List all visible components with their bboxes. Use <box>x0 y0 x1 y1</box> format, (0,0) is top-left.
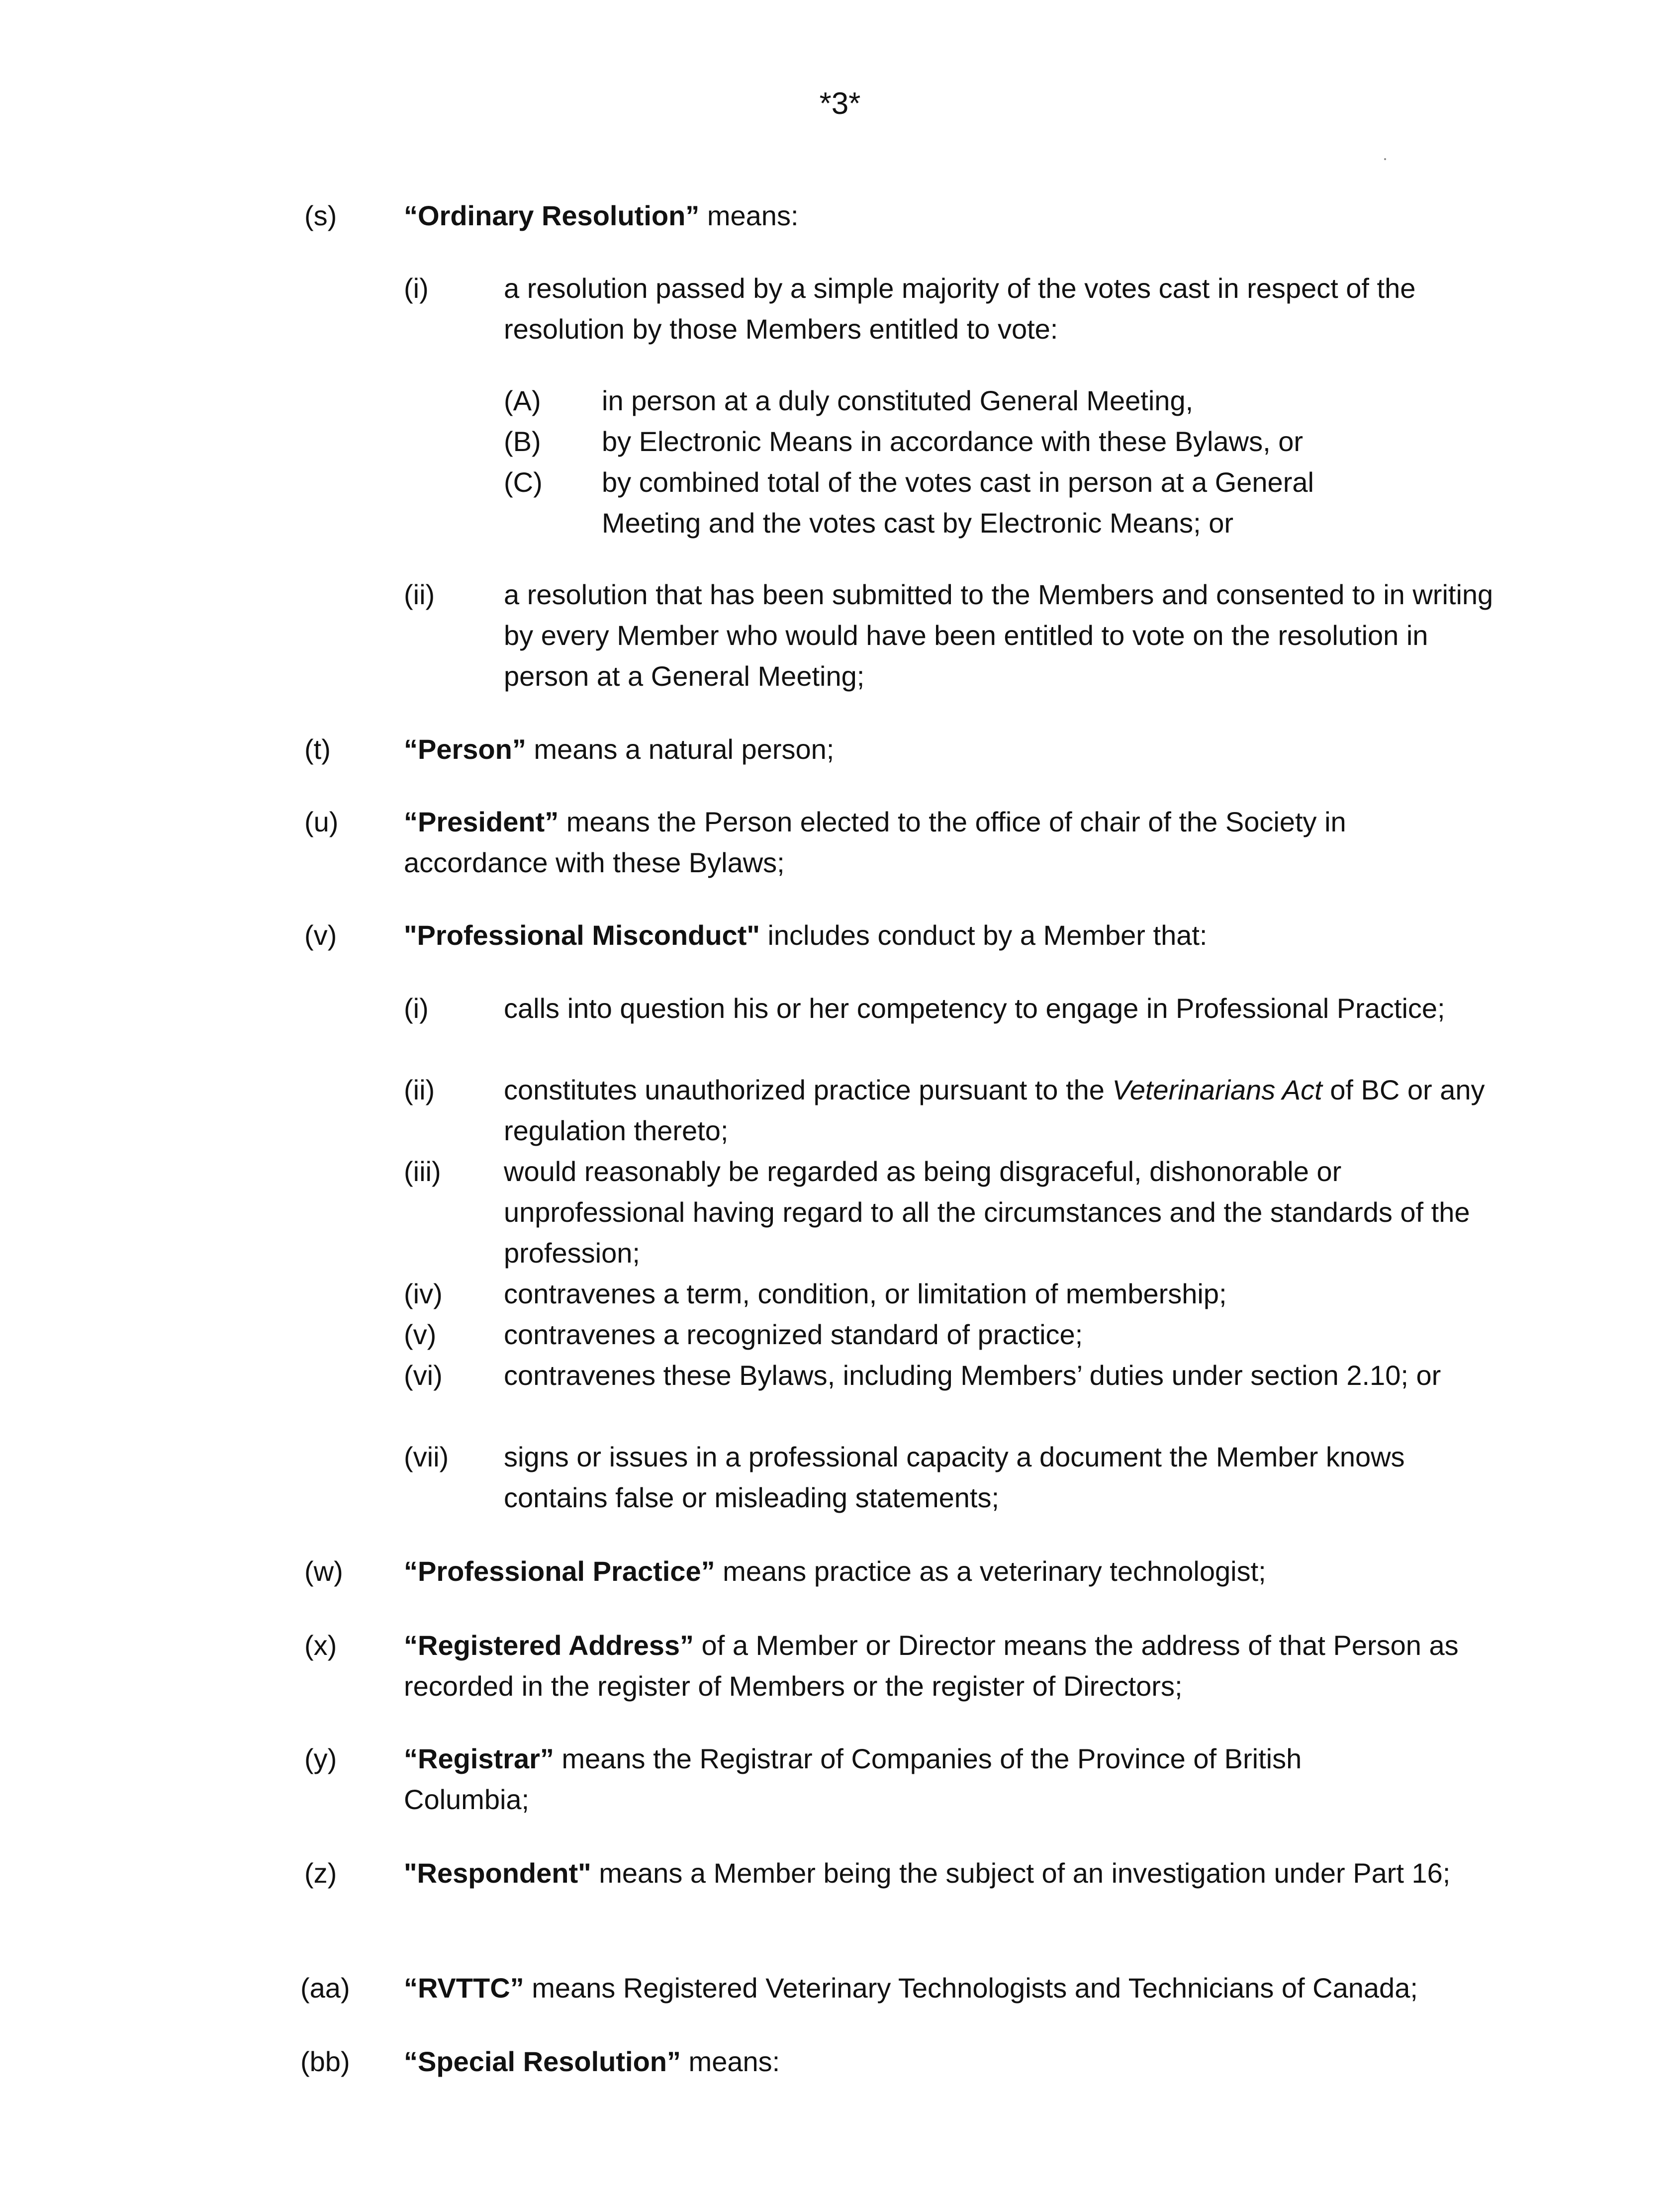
definition-text: “Ordinary Resolution” means: <box>404 200 799 231</box>
clause-label: (B) <box>504 426 541 457</box>
subitem-text: a resolution passed by a simple majority of the votes cast in respect of the resolution by those Members entitled to vote: <box>504 273 1416 345</box>
clause-text: by Electronic Means in accordance with these Bylaws, or <box>602 426 1303 457</box>
subitem-label: (ii) <box>404 1074 435 1105</box>
definition-label: (y) <box>304 1743 337 1774</box>
definition-label: (t) <box>304 733 331 765</box>
clause-label: (C) <box>504 466 543 498</box>
defined-term: “President” <box>404 806 559 837</box>
definition-text: “Person” means a natural person; <box>404 733 835 765</box>
definition-label: (z) <box>304 1857 337 1889</box>
definition-label: (v) <box>304 919 337 951</box>
subitem-text: contravenes a recognized standard of practice; <box>504 1319 1083 1350</box>
defined-term: “Ordinary Resolution” <box>404 200 700 231</box>
subitem-label: (i) <box>404 993 429 1024</box>
clause-text: by combined total of the votes cast in person at a General Meeting and the votes cast by Electronic Means; or <box>602 466 1314 539</box>
act-title: Veterinarians Act <box>1112 1074 1322 1105</box>
subitem-text: a resolution that has been submitted to the Members and consented to in writing by every Member who would have been entitled to vote on the resolution in person at a General Meeting; <box>504 579 1493 692</box>
definition-text: “Registrar” means the Registrar of Companies of the Province of British Columbia; <box>404 1743 1302 1815</box>
clause-label: (A) <box>504 385 541 416</box>
subitem-label: (iv) <box>404 1278 443 1309</box>
defined-term: “Registered Address” <box>404 1630 694 1661</box>
subitem-text: contravenes a term, condition, or limitation of membership; <box>504 1278 1227 1309</box>
subitem-text: constitutes unauthorized practice pursuant to the Veterinarians Act of BC or any regulation thereto; <box>504 1074 1485 1146</box>
subitem-text: contravenes these Bylaws, including Members’ duties under section 2.10; or <box>504 1360 1441 1391</box>
definition-text: “President” means the Person elected to the office of chair of the Society in accordance with these Bylaws; <box>404 806 1346 878</box>
clause-text: in person at a duly constituted General Meeting, <box>602 385 1194 416</box>
defined-term: “Registrar” <box>404 1743 554 1774</box>
definition-label: (w) <box>304 1555 343 1587</box>
subitem-text: signs or issues in a professional capacity a document the Member knows contains false or misleading statements; <box>504 1441 1405 1513</box>
defined-term: “Person” <box>404 733 526 765</box>
subitem-label: (vi) <box>404 1360 443 1391</box>
definition-text: “Professional Practice” means practice as a veterinary technologist; <box>404 1555 1266 1587</box>
definition-label: (aa) <box>300 1972 350 2004</box>
subitem-text: would reasonably be regarded as being disgraceful, dishonorable or unprofessional having regard to all the circumstances and the standards of the profession; <box>504 1156 1470 1269</box>
definition-label: (u) <box>304 806 339 837</box>
defined-term: "Respondent" <box>404 1857 591 1889</box>
defined-term: “Special Resolution” <box>404 2046 681 2077</box>
definition-label: (x) <box>304 1630 337 1661</box>
defined-term: “Professional Practice” <box>404 1555 715 1587</box>
subitem-label: (v) <box>404 1319 437 1350</box>
definition-text: "Respondent" means a Member being the subject of an investigation under Part 16; <box>404 1857 1451 1889</box>
subitem-label: (i) <box>404 273 429 304</box>
definition-text: "Professional Misconduct" includes conduct by a Member that: <box>404 919 1208 951</box>
scan-speck <box>1384 158 1386 160</box>
defined-term: “RVTTC” <box>404 1972 524 2004</box>
page-number: *3* <box>819 87 861 121</box>
definition-label: (bb) <box>300 2046 350 2077</box>
definition-label: (s) <box>304 200 337 231</box>
defined-term: "Professional Misconduct" <box>404 919 760 951</box>
definition-text: “Special Resolution” means: <box>404 2046 780 2077</box>
subitem-label: (vii) <box>404 1441 449 1472</box>
subitem-label: (ii) <box>404 579 435 610</box>
subitem-label: (iii) <box>404 1156 441 1187</box>
definition-text: “RVTTC” means Registered Veterinary Technologists and Technicians of Canada; <box>404 1972 1418 2004</box>
definition-text: “Registered Address” of a Member or Director means the address of that Person as recorded in the register of Members or the register of Directors; <box>404 1630 1459 1702</box>
subitem-text: calls into question his or her competency to engage in Professional Practice; <box>504 993 1445 1024</box>
